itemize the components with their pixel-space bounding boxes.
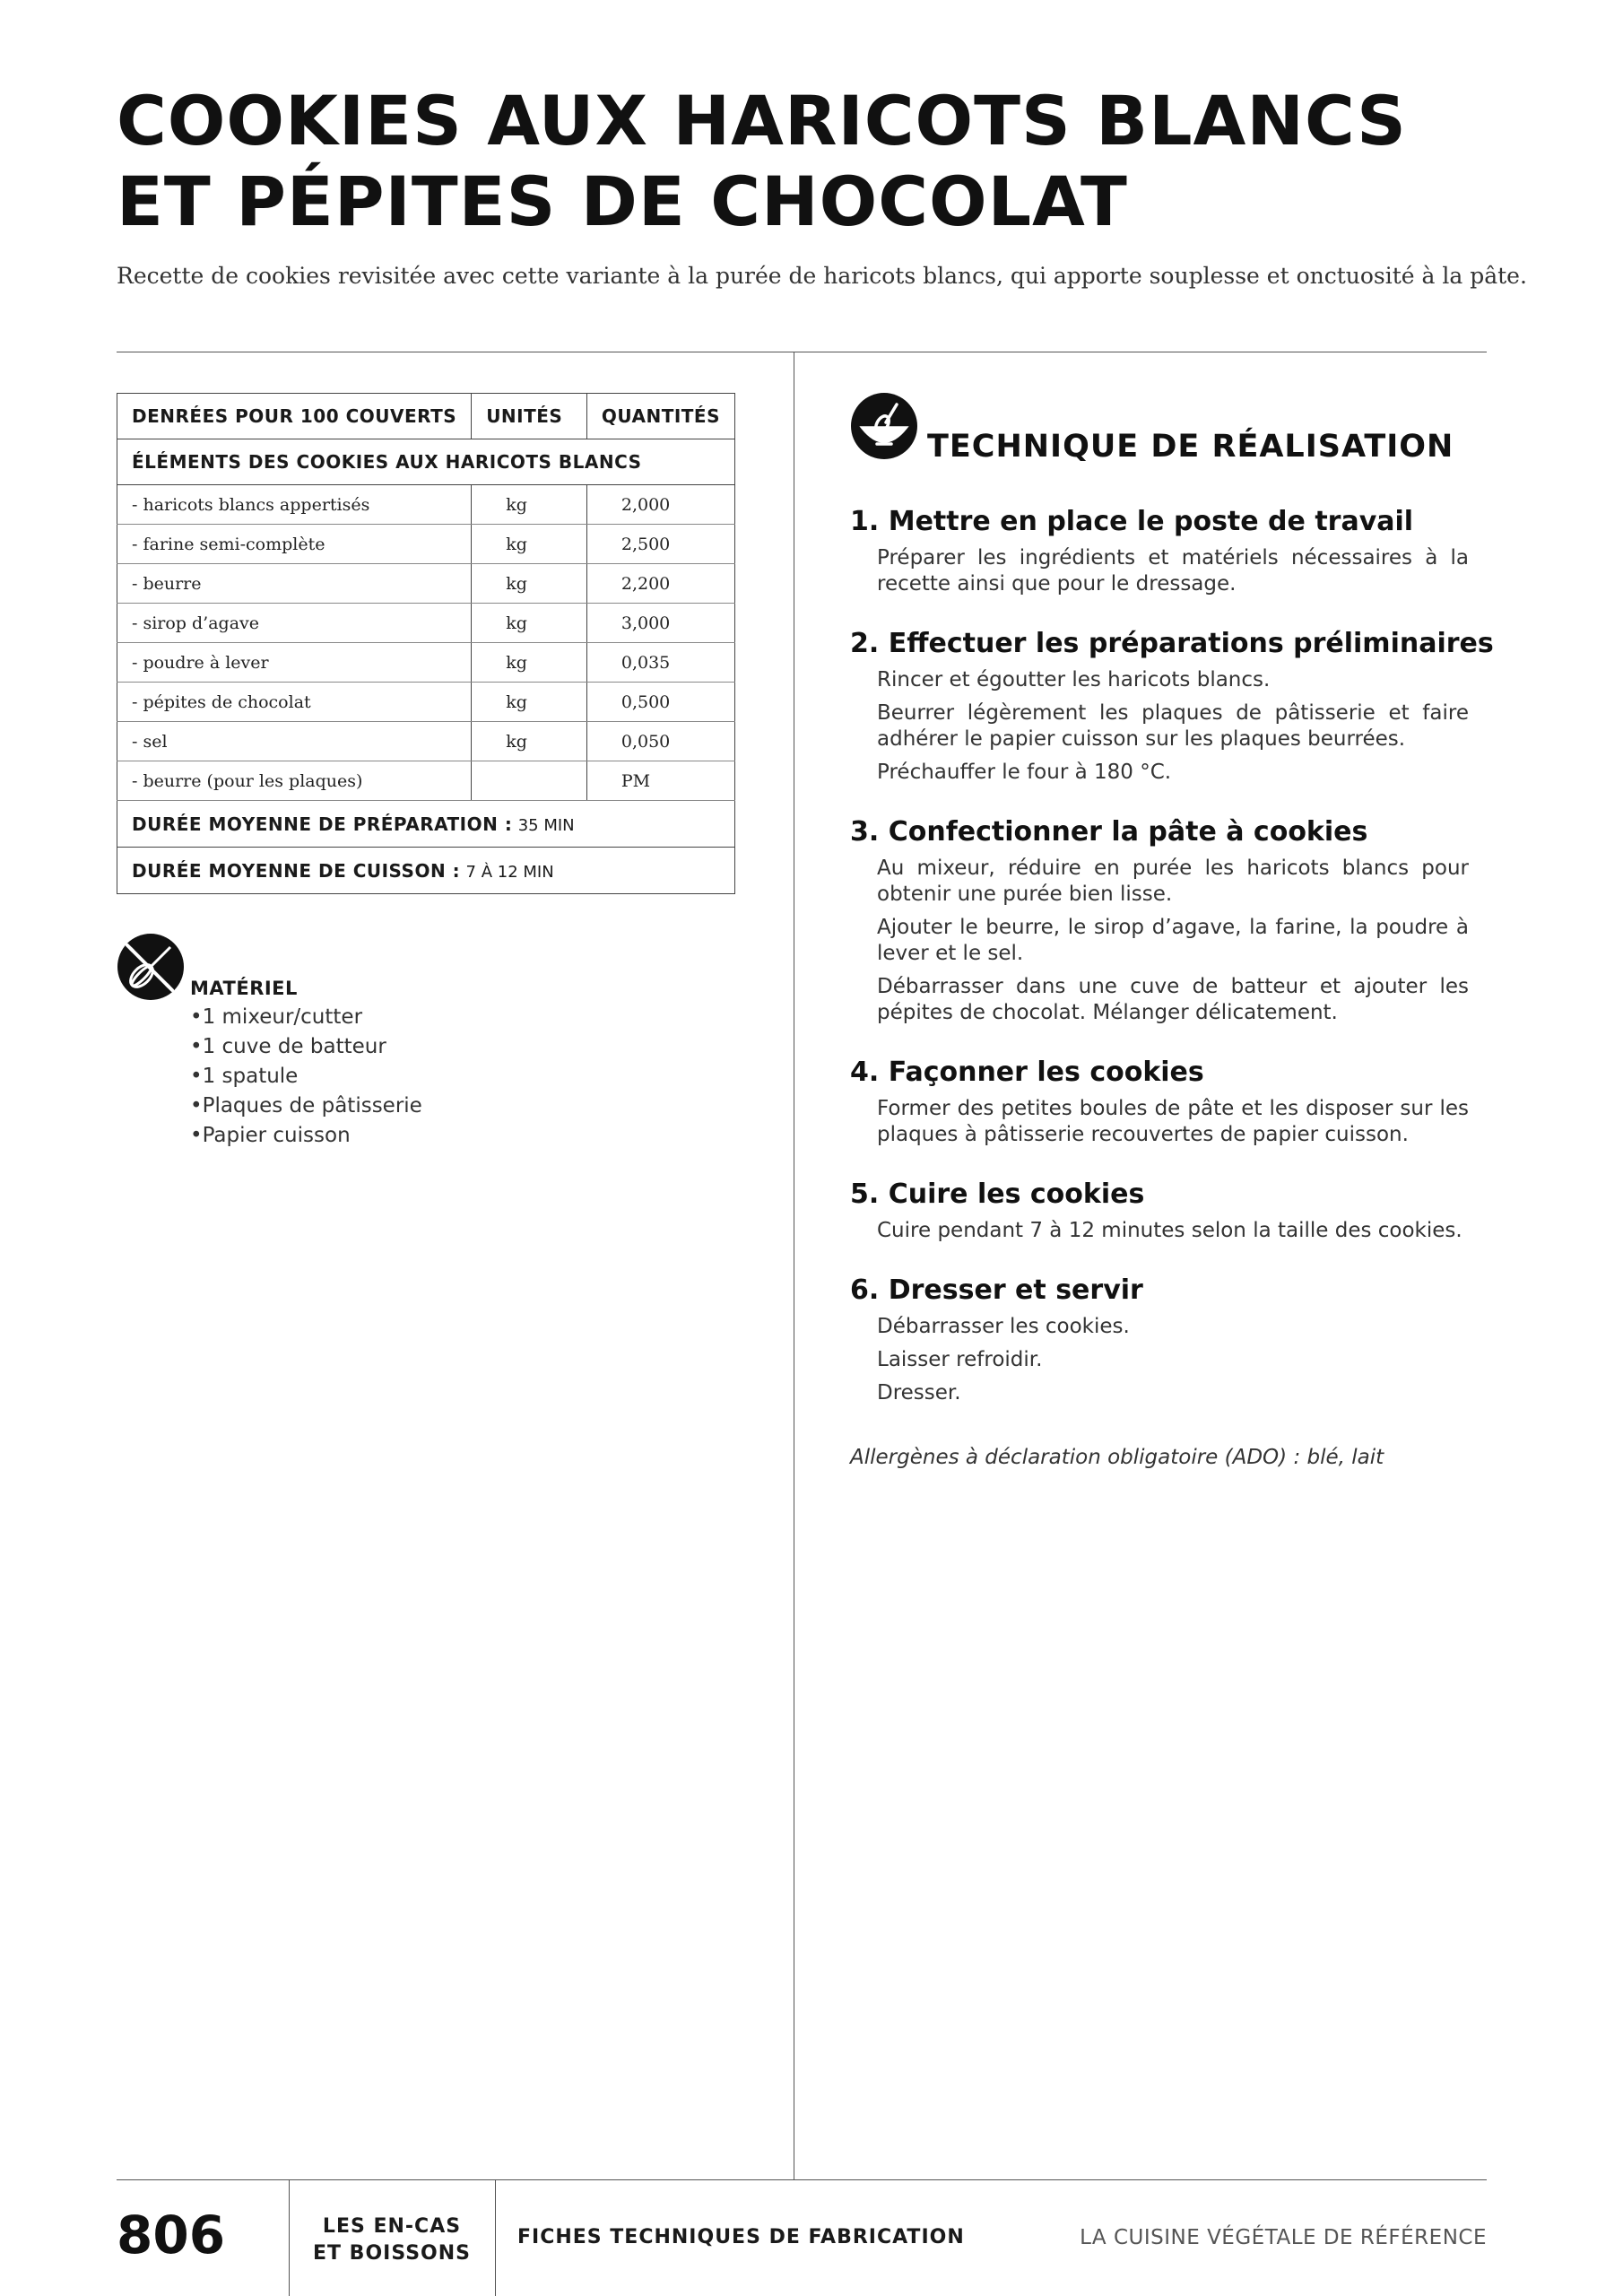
section-label: FICHES TECHNIQUES DE FABRICATION: [517, 2226, 965, 2248]
step-title: 4. Façonner les cookies: [850, 1057, 1204, 1088]
table-row: [117, 485, 735, 525]
ingredient-name: - sirop d’agave: [117, 604, 472, 643]
table-header-row: [117, 394, 735, 439]
cook-time: [117, 848, 735, 894]
technique-title: TECHNIQUE DE RÉALISATION: [927, 429, 1454, 465]
table-row: [117, 643, 735, 683]
whisk-rolling-pin-icon: [117, 933, 185, 1001]
step-title: 1. Mettre en place le poste de travail: [850, 506, 1414, 537]
ingredient-quantity: PM: [586, 761, 734, 801]
prep-time-row: [117, 801, 735, 848]
table-row: [117, 683, 735, 722]
ingredient-unit: [472, 761, 587, 801]
step-text: Débarrasser les cookies.: [877, 1315, 1130, 1338]
step-text: Former des petites boules de pâte et les disposer sur les plaques à pâtisserie recouvertes de papier cuisson.: [877, 1097, 1469, 1146]
table-section-row: [117, 439, 735, 485]
header-quantites: QUANTITÉS: [586, 394, 734, 439]
ingredient-quantity: 0,035: [586, 643, 734, 683]
step: [850, 1273, 1469, 1406]
step-text: Ajouter le beurre, le sirop d’agave, la farine, la poudre à lever et le sel.: [877, 916, 1469, 965]
ingredient-name: - haricots blancs appertisés: [117, 485, 472, 525]
book-title: LA CUISINE VÉGÉTALE DE RÉFÉRENCE: [1080, 2226, 1487, 2249]
cook-time-label: DURÉE MOYENNE DE CUISSON :: [132, 859, 461, 882]
step-text: Au mixeur, réduire en purée les haricots blancs pour obtenir une purée bien lisse.: [877, 857, 1469, 906]
mixing-bowl-whisk-icon: [850, 392, 918, 460]
ingredient-quantity: 2,000: [586, 485, 734, 525]
ingredient-name: - pépites de chocolat: [117, 683, 472, 722]
footer-divider: [117, 2179, 1487, 2180]
ingredient-unit: kg: [472, 525, 587, 564]
ingredient-unit: kg: [472, 722, 587, 761]
step-text: Cuire pendant 7 à 12 minutes selon la taille des cookies.: [877, 1219, 1462, 1242]
materiel-list: [190, 1003, 422, 1151]
table-row: [117, 564, 735, 604]
materiel-item: • 1 cuve de batteur: [190, 1032, 422, 1062]
step-text: Préparer les ingrédients et matériels nécessaires à la recette ainsi que pour le dressage.: [877, 546, 1469, 596]
table-row: [117, 761, 735, 801]
ingredient-rows: [117, 485, 735, 801]
materiel-item: • 1 spatule: [190, 1062, 422, 1091]
allergens-note: Allergènes à déclaration obligatoire (ADO) : blé, lait: [850, 1446, 1384, 1469]
prep-time-value: 35 MIN: [517, 815, 575, 835]
step: [850, 1177, 1469, 1244]
materiel-item: • Papier cuisson: [190, 1121, 422, 1151]
step-text: Débarrasser dans une cuve de batteur et ajouter les pépites de chocolat. Mélanger délicatement.: [877, 975, 1469, 1024]
recipe-title-line1: COOKIES AUX HARICOTS BLANCS: [117, 81, 1407, 161]
ingredient-quantity: 0,500: [586, 683, 734, 722]
chapter-name-line2: ET BOISSONS: [312, 2242, 471, 2265]
ingredient-name: - poudre à lever: [117, 643, 472, 683]
header-denrees: DENRÉES POUR 100 COUVERTS: [117, 394, 472, 439]
ingredient-name: - farine semi-complète: [117, 525, 472, 564]
section-title: ÉLÉMENTS DES COOKIES AUX HARICOTS BLANCS: [117, 439, 735, 485]
ingredient-unit: kg: [472, 643, 587, 683]
ingredient-name: - beurre (pour les plaques): [117, 761, 472, 801]
ingredient-quantity: 2,500: [586, 525, 734, 564]
materiel-item: • Plaques de pâtisserie: [190, 1091, 422, 1121]
step-text: Préchauffer le four à 180 °C.: [877, 761, 1172, 784]
ingredient-unit: kg: [472, 564, 587, 604]
step-title: 2. Effectuer les préparations préliminaires: [850, 628, 1494, 659]
ingredient-quantity: 0,050: [586, 722, 734, 761]
ingredient-unit: kg: [472, 604, 587, 643]
ingredients-table: [117, 393, 735, 894]
chapter-name: [289, 2213, 495, 2267]
step: [850, 814, 1469, 1026]
ingredient-name: - sel: [117, 722, 472, 761]
page-number: 806: [117, 2205, 226, 2266]
materiel-title: MATÉRIEL: [190, 978, 298, 999]
recipe-title-line2: ET PÉPITES DE CHOCOLAT: [117, 161, 1128, 241]
cook-time-value: 7 À 12 MIN: [465, 862, 554, 882]
table-row: [117, 722, 735, 761]
step: [850, 504, 1469, 597]
step-title: 5. Cuire les cookies: [850, 1178, 1145, 1210]
footer-separator: [495, 2179, 496, 2296]
materiel-item: • 1 mixeur/cutter: [190, 1003, 422, 1032]
ingredient-name: - beurre: [117, 564, 472, 604]
table-row: [117, 604, 735, 643]
prep-time: [117, 801, 735, 848]
ingredient-quantity: 3,000: [586, 604, 734, 643]
prep-time-label: DURÉE MOYENNE DE PRÉPARATION :: [132, 813, 513, 835]
step-text: Beurrer légèrement les plaques de pâtisserie et faire adhérer le papier cuisson sur les plaques beurrées.: [877, 701, 1469, 751]
cook-time-row: [117, 848, 735, 894]
table-row: [117, 525, 735, 564]
chapter-name-line1: LES EN-CAS: [322, 2215, 462, 2238]
step-title: 3. Confectionner la pâte à cookies: [850, 816, 1368, 848]
step-text: Laisser refroidir.: [877, 1348, 1043, 1371]
recipe-description: Recette de cookies revisitée avec cette variante à la purée de haricots blancs, qui apporte souplesse et onctuosité à la pâte.: [117, 263, 1527, 289]
ingredient-quantity: 2,200: [586, 564, 734, 604]
step-text: Dresser.: [877, 1381, 961, 1405]
step: [850, 1055, 1469, 1148]
recipe-title: [117, 81, 1515, 242]
step: [850, 626, 1494, 786]
header-unites: UNITÉS: [472, 394, 587, 439]
step-text: Rincer et égoutter les haricots blancs.: [877, 668, 1271, 691]
technique-steps: [850, 504, 1494, 1435]
ingredient-unit: kg: [472, 683, 587, 722]
step-title: 6. Dresser et servir: [850, 1274, 1143, 1306]
ingredient-unit: kg: [472, 485, 587, 525]
